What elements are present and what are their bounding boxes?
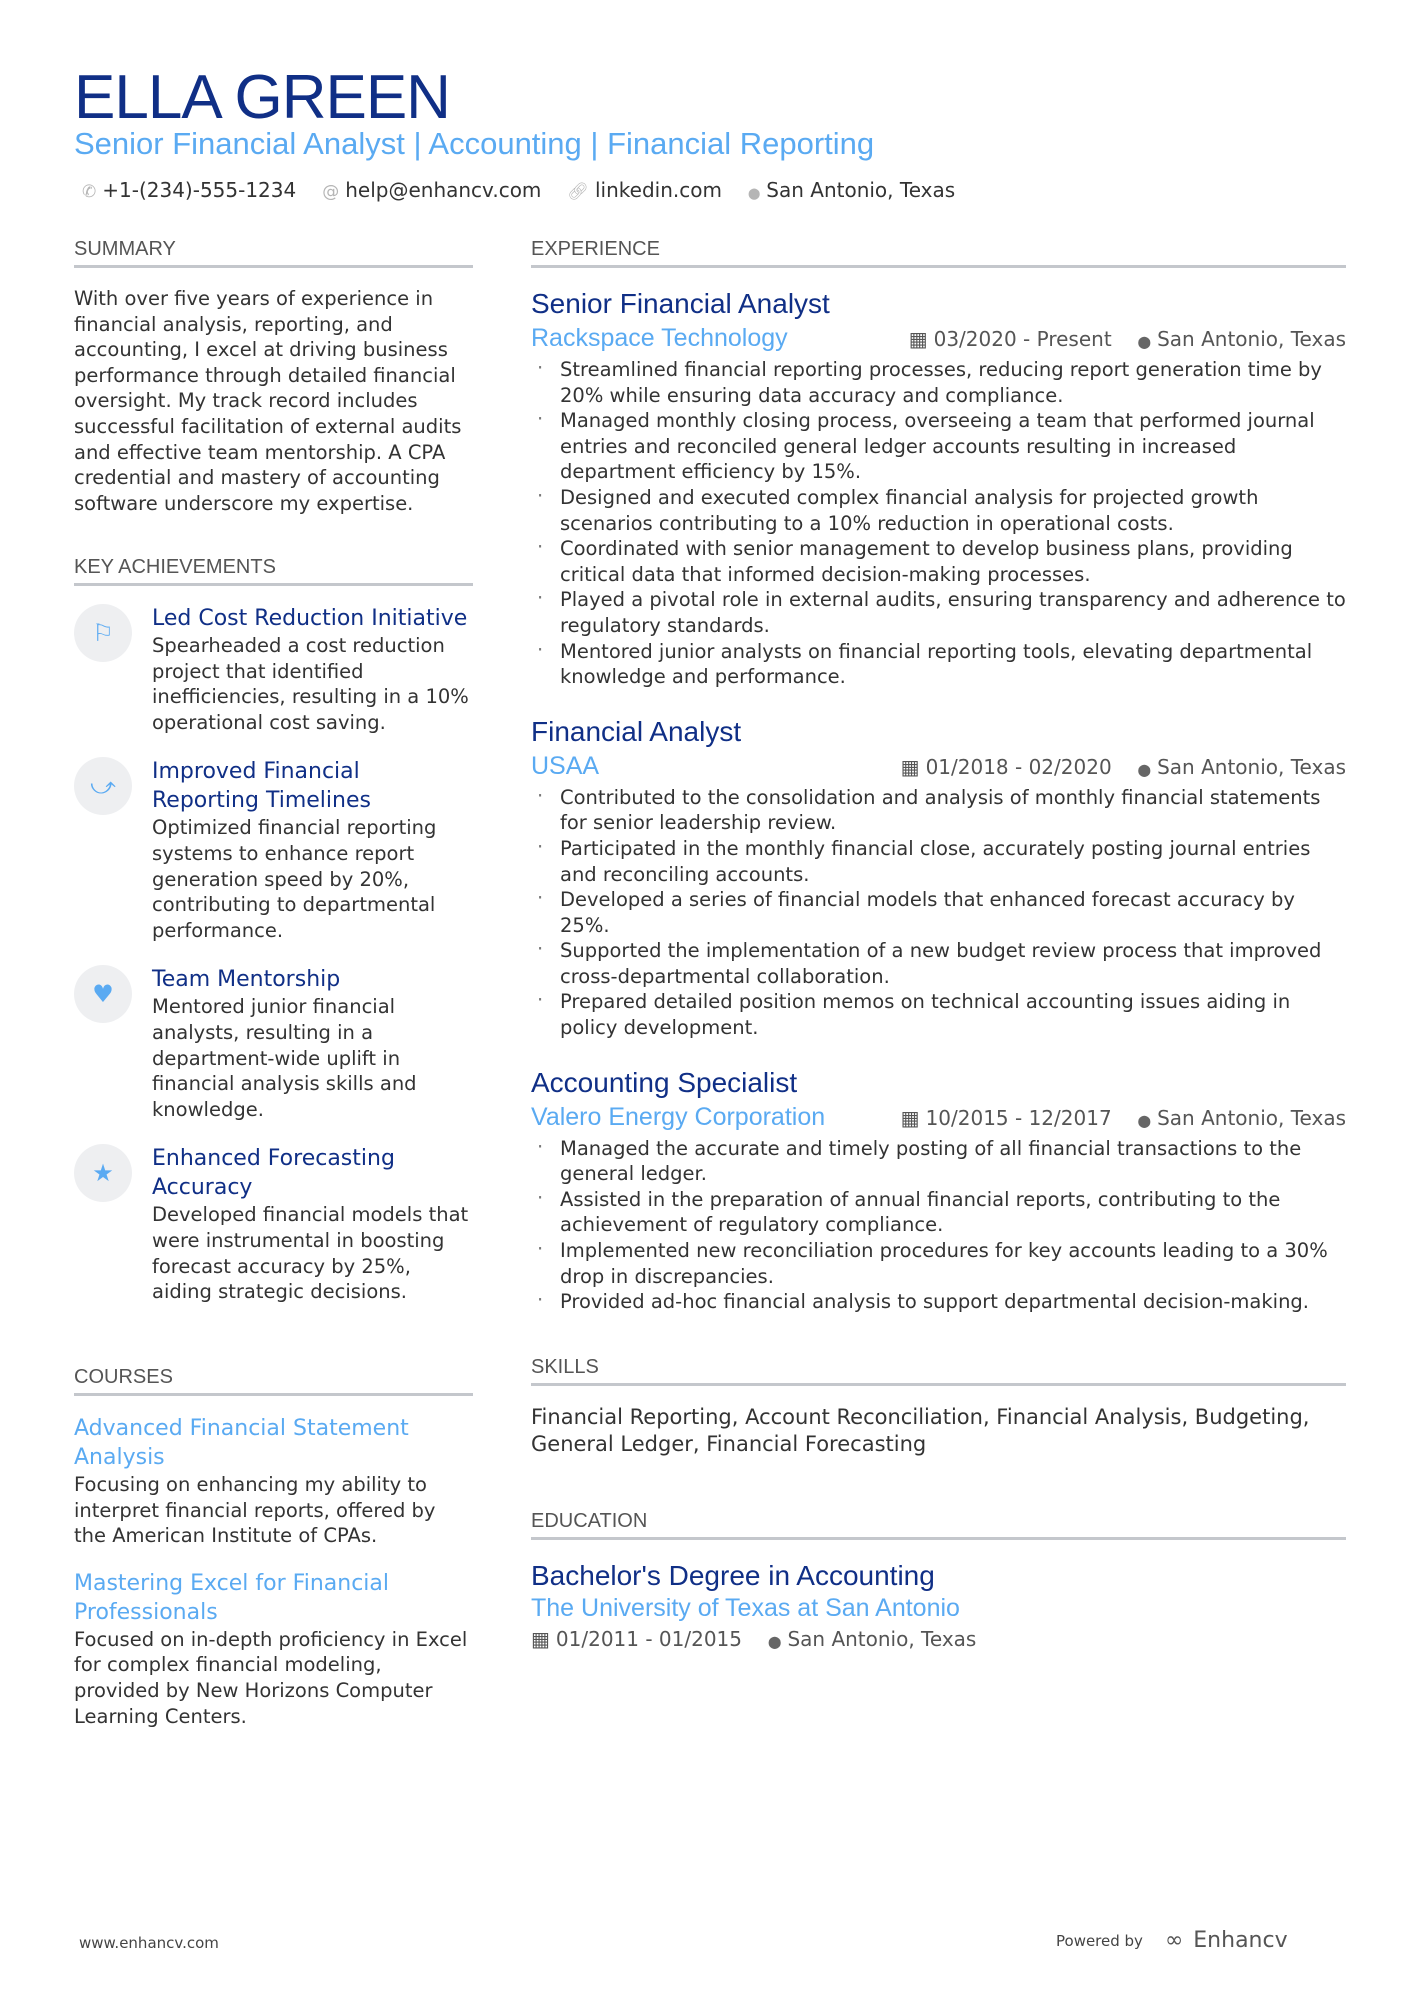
calendar-icon: ▦ [908, 327, 928, 351]
link-icon: 🔗︎ [567, 182, 589, 202]
bullet-item: · Supported the implementation of a new budget review process that improved cross-departmental collaboration. [531, 938, 1346, 989]
bullet-item: · Managed the accurate and timely posting of all financial transactions to the general ledger. [531, 1136, 1346, 1187]
heart-icon: ♥ [74, 965, 132, 1023]
section-heading: SUMMARY [74, 238, 473, 268]
achievement-title: Team Mentorship [152, 967, 341, 993]
candidate-name: ELLA GREEN [74, 63, 450, 132]
job-dates [901, 755, 1112, 779]
location [748, 178, 955, 202]
enhancv-logo[interactable] [1165, 1928, 1288, 1953]
location-icon: ⬤ [747, 187, 761, 200]
bullet-item: · Prepared detailed position memos on technical accounting issues aiding in policy development. [531, 989, 1346, 1040]
footer-website[interactable]: www.enhancv.com [79, 1934, 219, 1952]
candidate-title: Senior Financial Analyst | Accounting | Financial Reporting [74, 126, 875, 161]
bullet-item: · Played a pivotal role in external audits, ensuring transparency and adherence to regulatory standards. [531, 587, 1346, 638]
skills-text: Financial Reporting, Account Reconciliation, Financial Analysis, Budgeting, General Ledger, Financial Forecasting [531, 1405, 1310, 1456]
section-heading: KEY ACHIEVEMENTS [74, 556, 473, 586]
job-location [1138, 755, 1346, 779]
achievements-section [74, 556, 473, 1327]
job-dates [909, 327, 1112, 351]
phone-icon: ✆ [82, 182, 97, 202]
achievement-title: Enhanced Forecasting Accuracy [152, 1146, 395, 1201]
bullet-item: · Managed monthly closing process, overseeing a team that performed journal entries and reconciled general ledger accounts resulting in increased department efficiency by 15%. [531, 408, 1346, 485]
company-name: Rackspace Technology [531, 324, 788, 352]
courses-section [74, 1366, 473, 1729]
achievement-item [74, 965, 473, 1122]
bullet-item: · Developed a series of financial models that enhanced forecast accuracy by 25%. [531, 887, 1346, 938]
edu-dates-text: 01/2011 - 01/2015 [555, 1627, 743, 1651]
phone [82, 178, 296, 202]
location-icon: ⬤ [768, 1635, 782, 1649]
job-dates-text: 10/2015 - 12/2017 [925, 1105, 1112, 1130]
company-name: USAA [531, 751, 600, 780]
calendar-icon: ▦ [900, 1105, 920, 1130]
job-bullets [531, 357, 1346, 690]
summary-text: With over five years of experience in financial analysis, reporting, and accounting, I excel at driving business performance through detailed financial oversight. My track record includes successful facilitation of external audits and effective team mentorship. A CPA credential and mastery of accounting software underscore my expertise. [74, 287, 462, 515]
job-entry [531, 1065, 1346, 1315]
summary-section [74, 238, 473, 516]
flag-icon: ⚐ [74, 604, 132, 662]
job-location [1138, 327, 1346, 351]
course-text: Focusing on enhancing my ability to interpret financial reports, offered by the American Institute of CPAs. [74, 1473, 436, 1548]
phone-text: +1-(234)-555-1234 [102, 178, 297, 202]
location-text: San Antonio, Texas [766, 178, 956, 202]
course-text: Focused on in-depth proficiency in Excel for complex financial modeling, provided by New Horizons Computer Learning Centers. [74, 1627, 468, 1728]
bullet-item: · Provided ad-hoc financial analysis to support departmental decision-making. [531, 1289, 1346, 1315]
experience-section [531, 238, 1346, 1339]
achievement-text: Optimized financial reporting systems to enhance report generation speed by 20%, contributing to departmental performance. [152, 816, 437, 942]
star-icon: ★ [74, 1144, 132, 1202]
link[interactable] [567, 178, 722, 202]
achievement-text: Spearheaded a cost reduction project that identified inefficiencies, resulting in a 10% operational cost saving. [152, 634, 469, 734]
job-dates-text: 03/2020 - Present [933, 327, 1112, 351]
section-heading: EXPERIENCE [531, 238, 1346, 268]
email[interactable] [322, 178, 541, 202]
job-title: Financial Analyst [531, 715, 742, 747]
edu-location-text: San Antonio, Texas [787, 1627, 977, 1651]
job-entry [531, 714, 1346, 1041]
school: The University of Texas at San Antonio [531, 1594, 960, 1622]
section-heading: COURSES [74, 1366, 473, 1396]
achievement-text: Mentored junior financial analysts, resulting in a department-wide uplift in financial analysis skills and knowledge. [152, 995, 417, 1121]
job-title: Accounting Specialist [531, 1066, 798, 1098]
powered-by-text: Powered by [1056, 1931, 1143, 1950]
achievement-item [74, 757, 473, 943]
bullet-item: · Participated in the monthly financial close, accurately posting journal entries and reconciling accounts. [531, 836, 1346, 887]
job-entry [531, 286, 1346, 690]
brand-text: Enhancv [1193, 1928, 1288, 1953]
location-icon: ⬤ [1137, 762, 1152, 777]
link-text[interactable]: linkedin.com [595, 178, 722, 202]
company-name: Valero Energy Corporation [531, 1102, 826, 1131]
job-bullets [531, 1136, 1346, 1315]
bullet-item: · Coordinated with senior management to develop business plans, providing critical data that informed decision-making processes. [531, 536, 1346, 587]
strategy-icon: ⤻ [74, 757, 132, 815]
footer-branding [1056, 1928, 1288, 1953]
bullet-item: · Assisted in the preparation of annual financial reports, contributing to the achievement of regulatory compliance. [531, 1187, 1346, 1238]
skills-section [531, 1356, 1346, 1458]
section-heading: SKILLS [531, 1356, 1346, 1386]
calendar-icon: ▦ [900, 754, 920, 779]
achievement-item [74, 1144, 473, 1304]
job-location [1138, 1106, 1346, 1130]
job-bullets [531, 785, 1346, 1041]
job-location-text: San Antonio, Texas [1157, 1105, 1346, 1130]
achievement-item [74, 604, 473, 735]
achievement-title: Led Cost Reduction Initiative [152, 606, 468, 631]
edu-dates [531, 1627, 742, 1651]
bullet-item: · Streamlined financial reporting processes, reducing report generation time by 20% while ensuring data accuracy and compliance. [531, 357, 1346, 408]
contact-info [82, 178, 955, 202]
job-title: Senior Financial Analyst [531, 288, 830, 319]
job-dates-text: 01/2018 - 02/2020 [925, 754, 1112, 779]
job-location-text: San Antonio, Texas [1157, 754, 1346, 779]
achievement-title: Improved Financial Reporting Timelines [152, 759, 371, 814]
education-section [531, 1510, 1346, 1651]
location-icon: ⬤ [1137, 335, 1152, 349]
degree: Bachelor's Degree in Accounting [531, 1560, 935, 1591]
bullet-item: · Mentored junior analysts on financial reporting tools, elevating departmental knowledge and performance. [531, 639, 1346, 690]
achievement-text: Developed financial models that were instrumental in boosting forecast accuracy by 25%, aiding strategic decisions. [152, 1203, 469, 1304]
bullet-item: · Contributed to the consolidation and analysis of monthly financial statements for senior leadership review. [531, 785, 1346, 836]
section-heading: EDUCATION [531, 1510, 1346, 1540]
at-icon: @ [322, 182, 340, 202]
calendar-icon: ▦ [531, 1627, 550, 1651]
course-title: Mastering Excel for Financial Professionals [74, 1570, 389, 1625]
logo-icon: ∞ [1164, 1928, 1184, 1953]
job-dates [901, 1106, 1112, 1130]
edu-location [768, 1627, 976, 1651]
bullet-item: · Implemented new reconciliation procedures for key accounts leading to a 30% drop in discrepancies. [531, 1238, 1346, 1289]
course-title: Advanced Financial Statement Analysis [74, 1416, 409, 1470]
bullet-item: · Designed and executed complex financial analysis for projected growth scenarios contributing to a 10% reduction in operational costs. [531, 485, 1346, 536]
email-text[interactable]: help@enhancv.com [345, 178, 542, 202]
job-location-text: San Antonio, Texas [1157, 327, 1346, 351]
location-icon: ⬤ [1137, 1113, 1152, 1128]
